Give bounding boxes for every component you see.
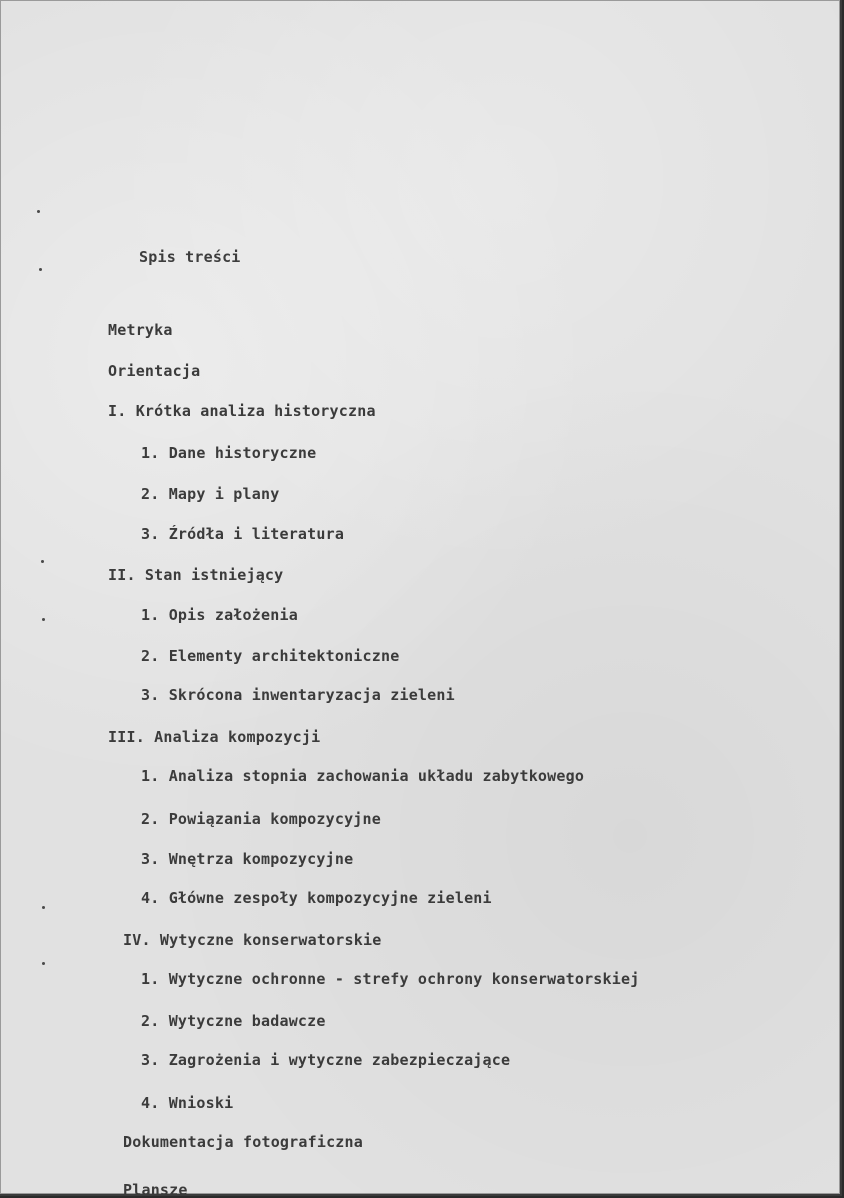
toc-section-1: I. Krótka analiza historyczna [108, 402, 376, 420]
toc-subsection-3-2: 2. Powiązania kompozycyjne [141, 810, 381, 828]
paper-speck [37, 210, 40, 213]
toc-subsection-1-2: 2. Mapy i plany [141, 485, 280, 503]
toc-subsection-3-1: 1. Analiza stopnia zachowania układu zabytkowego [141, 767, 585, 785]
toc-subsection-4-2: 2. Wytyczne badawcze [141, 1012, 326, 1030]
toc-subsection-2-1: 1. Opis założenia [141, 606, 298, 624]
toc-section-3: III. Analiza kompozycji [108, 728, 321, 746]
toc-subsection-4-4: 4. Wnioski [141, 1094, 234, 1112]
toc-section-2: II. Stan istniejący [108, 566, 284, 584]
toc-subsection-4-3: 3. Zagrożenia i wytyczne zabezpieczające [141, 1051, 511, 1069]
toc-entry-dokumentacja: Dokumentacja fotograficzna [123, 1133, 363, 1151]
page-title: Spis treści [139, 248, 241, 266]
paper-speck [41, 560, 44, 563]
toc-subsection-1-3: 3. Źródła i literatura [141, 525, 345, 543]
toc-subsection-4-1: 1. Wytyczne ochronne - strefy ochrony konserwatorskiej [141, 970, 640, 988]
toc-entry-metryka: Metryka [108, 321, 173, 339]
toc-subsection-3-4: 4. Główne zespoły kompozycyjne zieleni [141, 889, 492, 907]
paper-speck [42, 962, 45, 965]
paper-speck [42, 906, 45, 909]
toc-subsection-1-1: 1. Dane historyczne [141, 444, 317, 462]
toc-entry-orientacja: Orientacja [108, 362, 201, 380]
toc-subsection-2-2: 2. Elementy architektoniczne [141, 647, 400, 665]
toc-section-4: IV. Wytyczne konserwatorskie [123, 931, 382, 949]
toc-subsection-3-3: 3. Wnętrza kompozycyjne [141, 850, 354, 868]
toc-subsection-2-3: 3. Skrócona inwentaryzacja zieleni [141, 686, 455, 704]
paper-speck [39, 268, 42, 271]
paper-speck [42, 618, 45, 621]
toc-entry-plansze: Plansze [123, 1181, 188, 1196]
